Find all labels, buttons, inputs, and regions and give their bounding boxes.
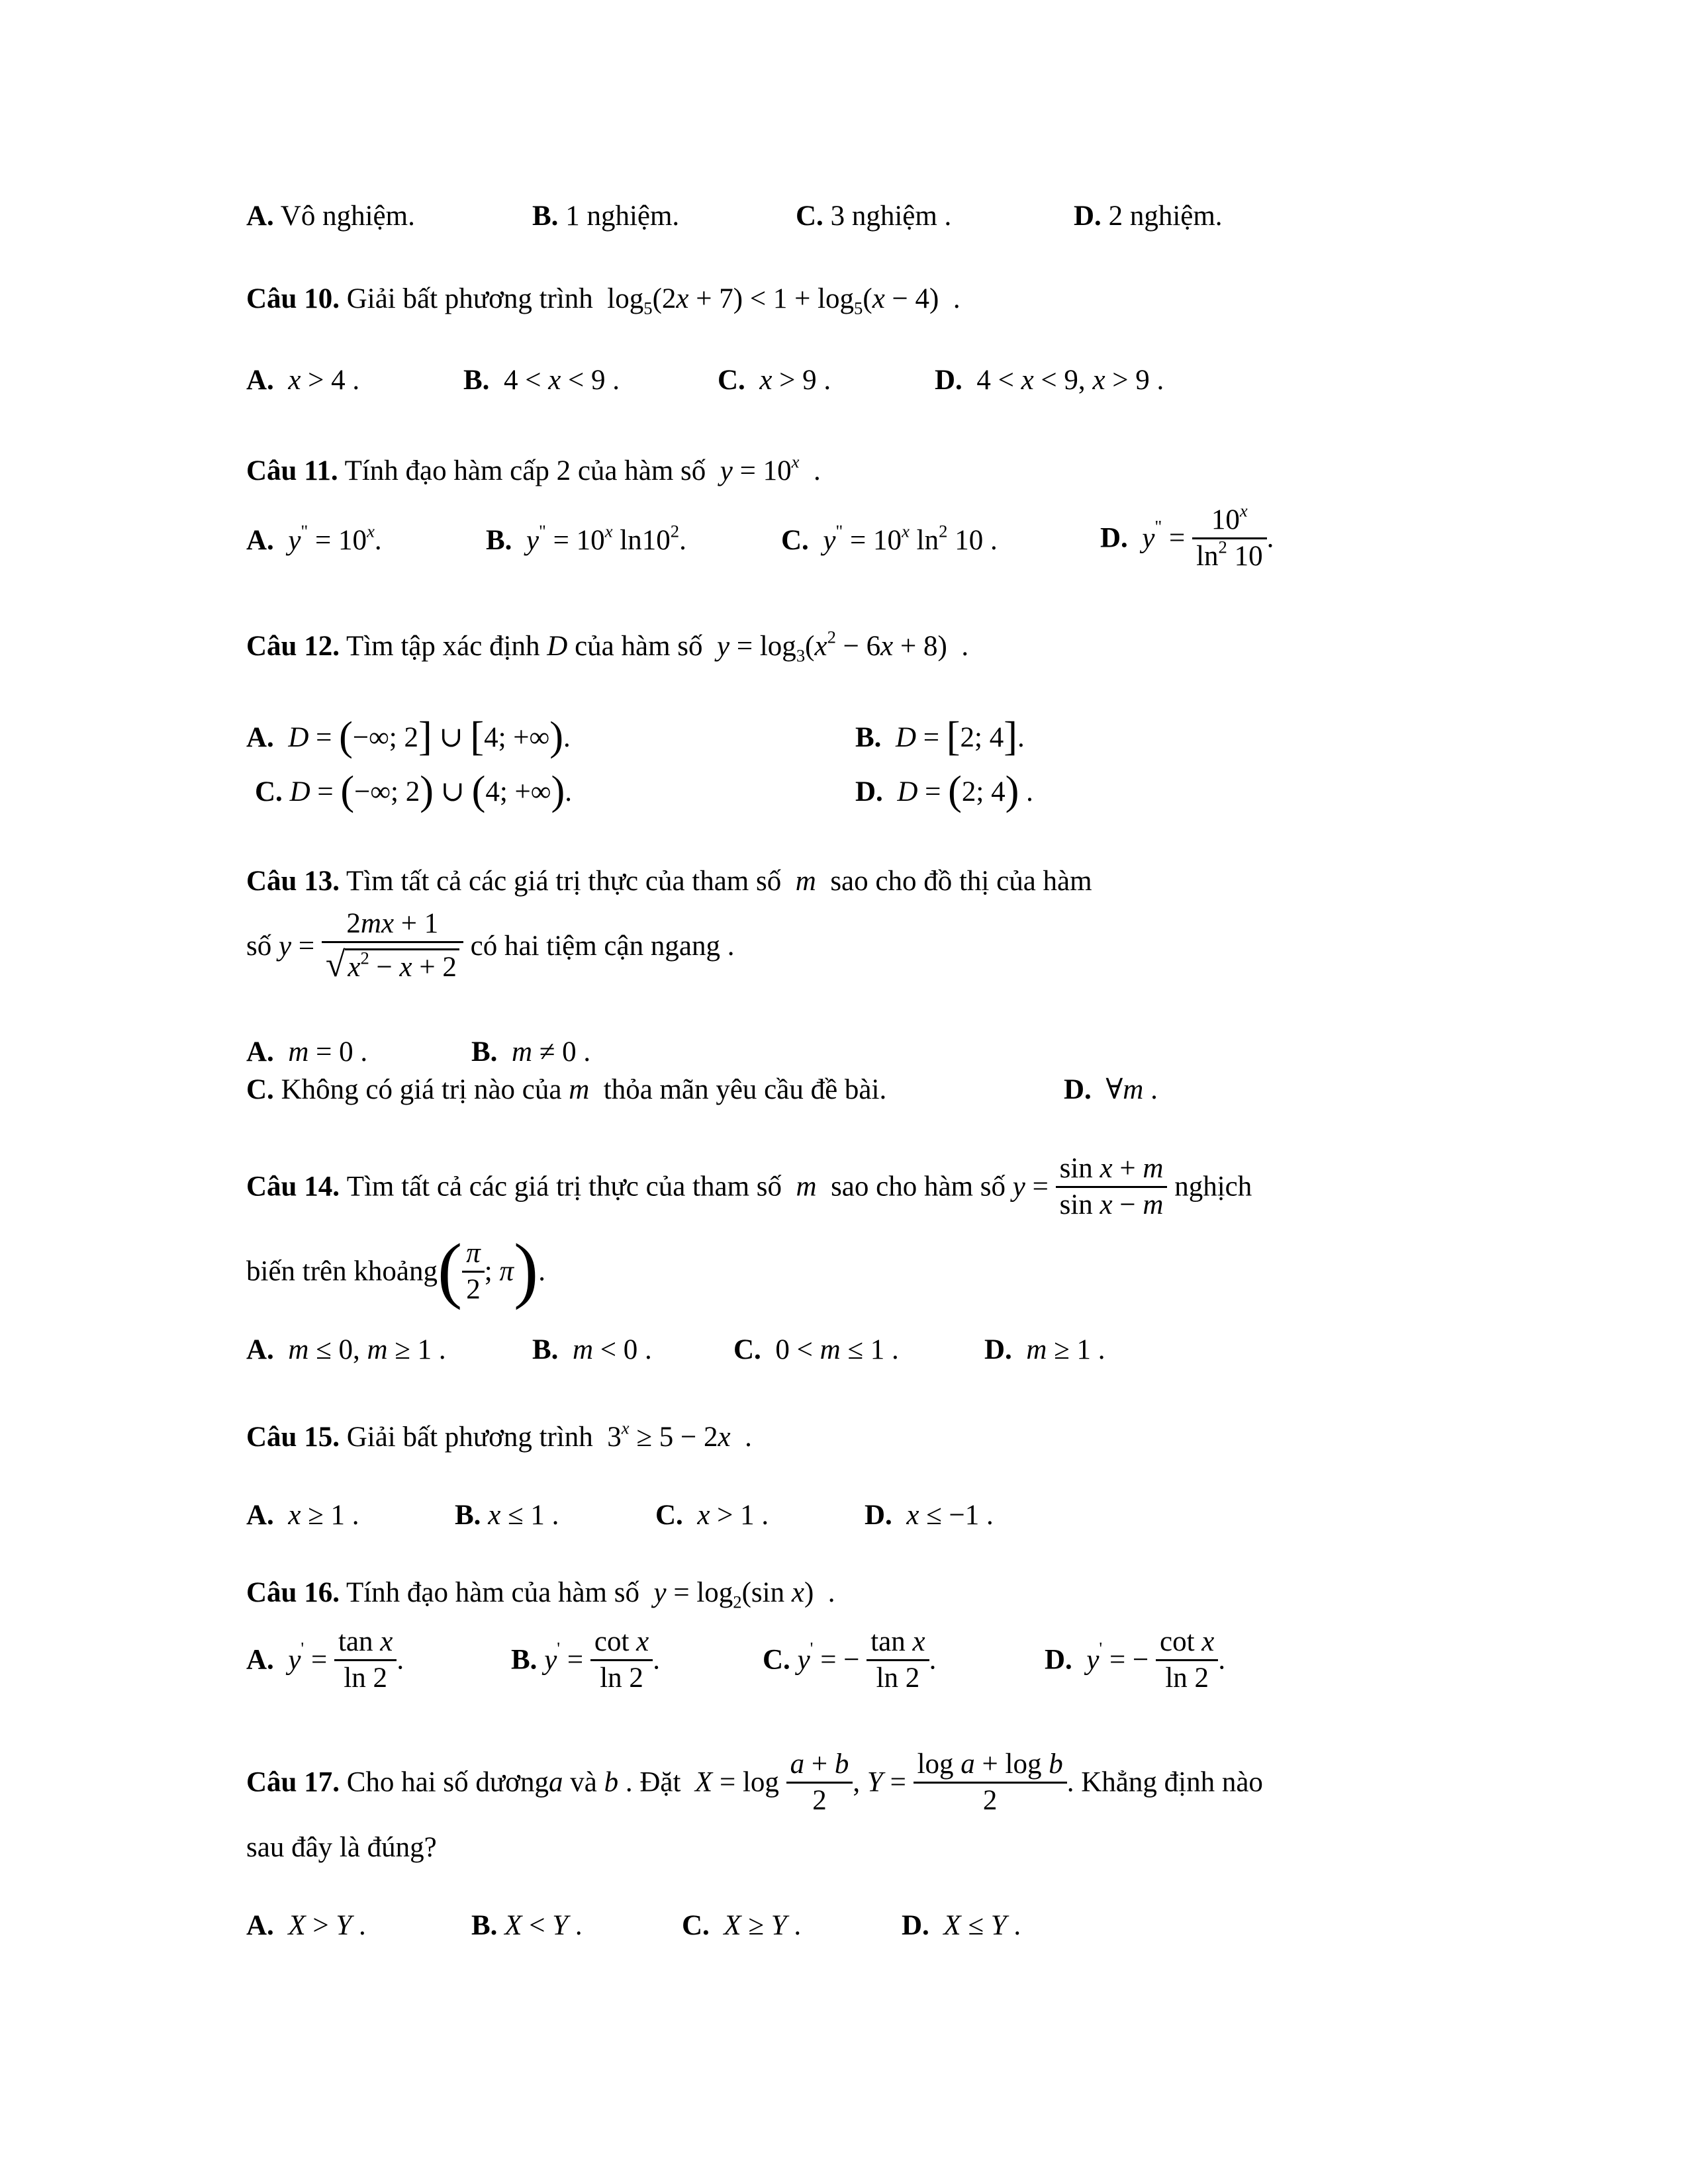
- math-expression: $y = \log_3(x^2 - 6x + 8)$ .: [717, 627, 969, 666]
- question-text: Giải bất phương trình: [346, 1422, 593, 1453]
- option-d[interactable]: D. D = (2; 4) .: [855, 767, 1033, 813]
- option-b[interactable]: B. x ≤ 1 .: [455, 1500, 559, 1531]
- question-16: [246, 1577, 835, 1612]
- question-label: Câu 16.: [246, 1577, 340, 1608]
- option-d[interactable]: D. y" = $\frac{10^x}{\ln^2 10}$ .: [1100, 500, 1274, 572]
- option-b[interactable]: B. $y^" = 10^x$ $\ln 10^2$.: [486, 521, 686, 556]
- option-b[interactable]: B. X < Y .: [471, 1910, 583, 1941]
- question-label: Câu 17.: [246, 1766, 340, 1798]
- question-label: Câu 15.: [246, 1422, 340, 1453]
- question-label: Câu 11.: [246, 455, 338, 486]
- question-label: Câu 12.: [246, 631, 340, 662]
- question-text-2: của hàm số: [575, 631, 703, 662]
- option-a[interactable]: A. m ≤ 0, m ≥ 1 .: [246, 1334, 446, 1365]
- question-text: Tìm tập xác định: [346, 631, 540, 662]
- question-label: Câu 10.: [246, 283, 340, 314]
- question-16-option-b[interactable]: B. y' = $\frac{\text{cot x}}{\ln 2}$ .: [511, 1626, 660, 1694]
- question-label: Câu 14.: [246, 1171, 340, 1203]
- option-a[interactable]: A. X > Y .: [246, 1910, 366, 1941]
- option-a[interactable]: A. m = 0 .: [246, 1036, 368, 1068]
- option-c[interactable]: C. $y^" = 10^x$ $\ln^2 10$ .: [781, 521, 998, 556]
- option-b[interactable]: B. m < 0 .: [532, 1334, 652, 1365]
- option-c[interactable]: C. X ≥ Y .: [682, 1910, 802, 1941]
- question-text: Tính đạo hàm của hàm số: [346, 1577, 639, 1608]
- question-12: Câu 12. Tìm tập xác định D của hàm số $y = \log_3(x^2 - 6x + 8)$ .: [246, 627, 969, 666]
- question-16-option-a[interactable]: A. y' = $\frac{\text{tan x}}{\ln 2}$ .: [246, 1626, 404, 1694]
- question-14: Câu 14. Tìm tất cả các giá trị thực của tham số m sao cho hàm số y = $\frac{\text{sin x + m}}{\text{sin x − m}}$ nghịch: [246, 1153, 1252, 1220]
- question-text: Tìm tất cả các giá trị thực của tham số: [346, 1171, 782, 1203]
- option-c[interactable]: C. x > 9 .: [718, 365, 831, 396]
- question-17: Câu 17. Cho hai số dươnga và b . Đặt X = log $\frac{a + b}{2}$ , Y = $\frac{\text{log a + log b}}{2}$ . Khẳng định nào: [246, 1749, 1263, 1816]
- prev-option-b[interactable]: B. 1 nghiệm.: [532, 201, 680, 232]
- prev-option-d[interactable]: D. 2 nghiệm.: [1074, 201, 1223, 232]
- option-d[interactable]: D. X ≤ Y .: [902, 1910, 1021, 1941]
- question-13-formula: số y = $\frac{2mx + 1}{√x^2 - x + 2}$ có hai tiệm cận ngang .: [246, 908, 735, 984]
- prev-option-a[interactable]: A. Vô nghiệm.: [246, 201, 415, 232]
- option-a[interactable]: A. $y^" = 10^x$.: [246, 521, 382, 556]
- math-expression: $\log_5(2x + 7) < 1 + \log_5(x - 4)$ .: [600, 283, 961, 318]
- option-b[interactable]: B. 4 < x < 9 .: [463, 365, 620, 396]
- option-d[interactable]: D. x ≤ −1 .: [865, 1500, 994, 1531]
- option-b[interactable]: B. m ≠ 0 .: [471, 1036, 591, 1068]
- question-11: [246, 451, 821, 486]
- question-label: Câu 13.: [246, 866, 340, 897]
- option-b[interactable]: B. D = [2; 4].: [855, 713, 1025, 759]
- option-c[interactable]: C. 0 < m ≤ 1 .: [733, 1334, 899, 1365]
- option-d[interactable]: D. 4 < x < 9, x > 9 .: [935, 365, 1164, 396]
- math-expression: $3^x \ge 5 - 2x$ .: [600, 1418, 752, 1453]
- question-text-2: sao cho đồ thị của hàm: [830, 866, 1092, 897]
- question-text: Tính đạo hàm cấp 2 của hàm số: [344, 455, 706, 486]
- option-a[interactable]: A. D = (−∞; 2] ∪ [4; +∞).: [246, 713, 571, 759]
- question-16-option-d[interactable]: D. y' = − $\frac{\text{cot x}}{\ln 2}$ .: [1045, 1626, 1226, 1694]
- option-c[interactable]: C. x > 1 .: [655, 1500, 769, 1531]
- question-text: Giải bất phương trình: [346, 283, 593, 314]
- math-expression: $y = 10^x$ .: [720, 451, 821, 486]
- question-13: Câu 13. Tìm tất cả các giá trị thực của tham số m sao cho đồ thị của hàm: [246, 866, 1092, 897]
- math-expression: $y = \log_2(\sin$ x) .: [653, 1577, 835, 1612]
- option-d[interactable]: D. ∀m .: [1064, 1074, 1158, 1105]
- question-text: Tìm tất cả các giá trị thực của tham số: [346, 866, 782, 897]
- question-15: [246, 1418, 752, 1453]
- prev-option-c[interactable]: C. 3 nghiệm .: [796, 201, 952, 232]
- option-c[interactable]: C. Không có giá trị nào của m thỏa mãn yêu cầu đề bài.: [246, 1074, 887, 1105]
- question-16-option-c[interactable]: C. y' = − $\frac{\text{tan x}}{\ln 2}$ .: [763, 1626, 937, 1694]
- option-a[interactable]: A. x ≥ 1 .: [246, 1500, 359, 1531]
- option-c[interactable]: C. D = (−∞; 2) ∪ (4; +∞).: [255, 767, 572, 813]
- question-14-interval: biến trên khoảng( $\frac{\pi}{2}$ ; π).: [246, 1228, 545, 1311]
- question-10: [246, 283, 961, 318]
- question-17-text: sau đây là đúng?: [246, 1832, 437, 1863]
- option-d[interactable]: D. m ≥ 1 .: [984, 1334, 1105, 1365]
- option-a[interactable]: A. x > 4 .: [246, 365, 360, 396]
